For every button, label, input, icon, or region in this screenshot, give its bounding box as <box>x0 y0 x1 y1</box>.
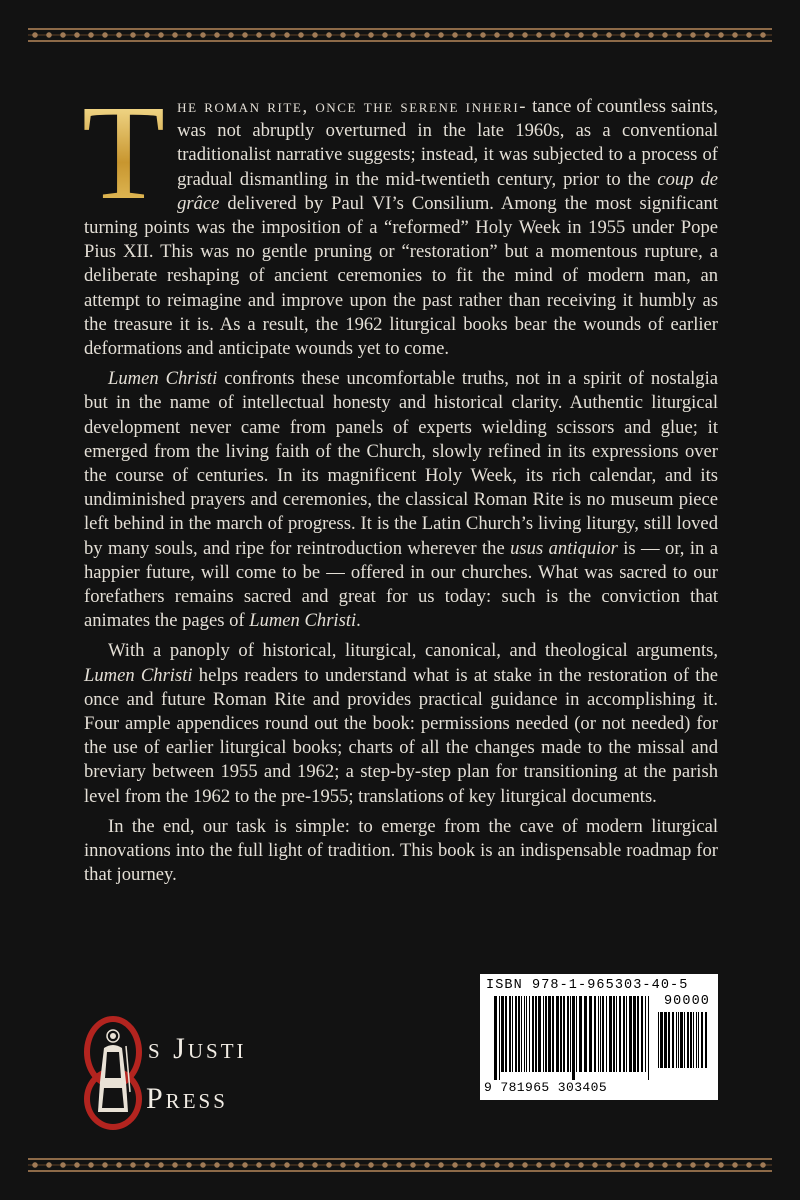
barcode-bar <box>609 996 612 1072</box>
barcode-bar <box>494 996 497 1080</box>
bottom-ornamental-border <box>28 1158 772 1172</box>
barcode-bar <box>664 1012 667 1068</box>
paragraph-2-italic-a: Lumen Christi <box>108 368 218 390</box>
paragraph-4 <box>84 815 718 888</box>
barcode-bar <box>526 996 527 1072</box>
top-ornamental-border <box>28 28 772 42</box>
paragraph-1-text-b: delivered by Paul VI’s Consilium. Among the most significant turning points was the imposition of a “reformed” Holy Week in 1955 under Pope Pius XII. This was no gentle pruning or “restoration” but a momentous rupture, a deliberate reshaping of ancient ceremonies to fit the mind of modern man, an attempt to reimagine and improve upon the past rather than receiving it humbly as the treasure it is. As a result, the 1962 liturgical books bear the wounds of earlier deformations and anticipate wounds yet to come. <box>84 192 718 360</box>
paragraph-2-italic-c: Lumen Christi <box>249 610 357 632</box>
barcode-bar <box>623 996 625 1072</box>
barcode-bar <box>690 1012 692 1068</box>
back-cover-blurb <box>82 78 719 894</box>
paragraph-3-italic: Lumen Christi <box>84 664 193 686</box>
barcode-bar <box>676 1012 677 1068</box>
barcode-bar <box>501 996 504 1072</box>
barcode-bar <box>693 1012 694 1068</box>
barcode-bar <box>509 996 511 1072</box>
barcode-bar <box>563 996 565 1072</box>
barcode-bar <box>684 1012 685 1068</box>
barcode-bar <box>602 996 604 1072</box>
barcode-bar <box>548 996 551 1072</box>
paragraph-1 <box>82 78 719 361</box>
paragraph-2-text-a: confronts these uncomfortable truths, not in a spirit of nostalgia but in the name of intellectual honesty and historical clarity. Authentic liturgical development never came from panels of experts wielding scissors and glue; it emerged from the living faith of the Church, slowly refined in its expressions over the course of centuries. In its magnificent Holy Week, its rich calendar, and its undiminished prayers and ceremonies, the classical Roman Rite is no museum piece left behind in the march of progress. It is the Latin Church’s living liturgy, still loved by many souls, and ripe for reintroduction wherever the <box>84 368 719 559</box>
barcode-bar <box>518 996 520 1072</box>
paragraph-4-text: In the end, our task is simple: to emerge from the cave of modern liturgical innovations into the full light of tradition. This book is an indispensable roadmap for that journey. <box>84 815 718 886</box>
barcode-bar <box>696 1012 697 1068</box>
paragraph-1-italic: coup de grâce <box>177 168 719 214</box>
barcode-bar <box>535 996 537 1072</box>
barcode-bar <box>538 996 541 1072</box>
supplement-bars <box>658 1012 710 1076</box>
barcode-bar <box>598 996 599 1072</box>
barcode-bar <box>600 996 601 1072</box>
paragraph-3 <box>84 639 718 808</box>
ean-digits: 9 781965 303405 <box>484 1080 608 1095</box>
barcode-bar <box>687 1012 689 1068</box>
barcode-bar <box>698 1012 699 1068</box>
barcode-bar <box>660 1012 663 1068</box>
barcode-bar <box>505 996 507 1072</box>
paragraph-3-text-b: helps readers to understand what is at stake in the restoration of the once and future Roman Rite and provides practical guidance in accomplishing it. Four ample appendices round out the book: permissions needed (or not needed) for the use of earlier liturgical books; charts of all the changes made to the missal and breviary between 1955 and 1962; a step-by-step plan for transitioning at the parish level from the 1962 to the pre-1955; translations of key liturgical documents. <box>84 664 718 807</box>
barcode-bar <box>499 996 500 1080</box>
paragraph-2-italic-b: usus antiquior <box>510 537 618 559</box>
barcode-bar <box>567 996 569 1072</box>
barcode-bar <box>672 1012 674 1068</box>
barcode-bar <box>524 996 525 1072</box>
barcode-bar <box>626 996 627 1072</box>
paragraph-2 <box>84 367 718 633</box>
price-code: 90000 <box>663 994 710 1009</box>
barcode-bar <box>543 996 544 1072</box>
barcode-bar <box>658 1012 659 1068</box>
barcode-bar <box>572 996 575 1080</box>
barcode-bar <box>515 996 517 1072</box>
barcode-bar <box>545 996 547 1072</box>
barcode-bar <box>629 996 632 1072</box>
barcode-bar <box>556 996 559 1072</box>
barcode-bar <box>637 996 639 1072</box>
barcode-bar <box>532 996 534 1072</box>
barcode-bar <box>705 1012 707 1068</box>
barcode-bar <box>512 996 513 1072</box>
publisher-name-line-1: s Justi <box>148 1032 247 1065</box>
ean-bars <box>494 996 652 1080</box>
barcode-bar <box>645 996 646 1072</box>
publisher-logo <box>84 1016 324 1126</box>
paragraph-3-text-a: With a panoply of historical, liturgical, canonical, and theological arguments, <box>108 640 718 662</box>
barcode-bar <box>619 996 621 1072</box>
paragraph-1-text-a: tance of countless saints, was not abruptly overturned in the late 1960s, as a conventional traditionalist narrative suggests; instead, it was subjected to a process of gradual dismantling in the mid-twentieth century, prior to the <box>177 96 719 190</box>
barcode-bar <box>633 996 636 1072</box>
barcode-bar <box>680 1012 683 1068</box>
isbn-barcode <box>480 974 718 1100</box>
barcode-bar <box>584 996 587 1072</box>
barcode-bar <box>594 996 596 1072</box>
paragraph-2-text-c: . <box>356 610 361 632</box>
barcode-bar <box>521 996 522 1072</box>
opening-small-caps: he roman rite, once the serene inheri- <box>177 96 528 117</box>
barcode-bar <box>576 996 577 1072</box>
barcode-bar <box>529 996 530 1072</box>
barcode-bar <box>589 996 592 1072</box>
publisher-name-line-2: Press <box>146 1082 228 1115</box>
drop-cap: T <box>82 78 166 228</box>
paragraph-2-text-b: is — or, in a happier future, will come to be — offered in our churches. What was sacred to our forefathers remains sacred and great for us today: such is the conviction that animates the pages of <box>84 537 718 632</box>
barcode-bar <box>606 996 607 1072</box>
barcode-bar <box>616 996 617 1072</box>
barcode-bar <box>613 996 615 1072</box>
barcode-bar <box>560 996 562 1072</box>
isbn-text: ISBN 978-1-965303-40-5 <box>486 978 689 993</box>
barcode-bar <box>648 996 649 1080</box>
barcode-bar <box>552 996 554 1072</box>
barcode-bar <box>701 1012 703 1068</box>
saint-figure-icon <box>90 1022 136 1118</box>
barcode-bar <box>678 1012 679 1068</box>
barcode-bar <box>570 996 571 1072</box>
barcode-bar <box>641 996 643 1072</box>
barcode-bar <box>579 996 582 1072</box>
barcode-bar <box>668 1012 670 1068</box>
